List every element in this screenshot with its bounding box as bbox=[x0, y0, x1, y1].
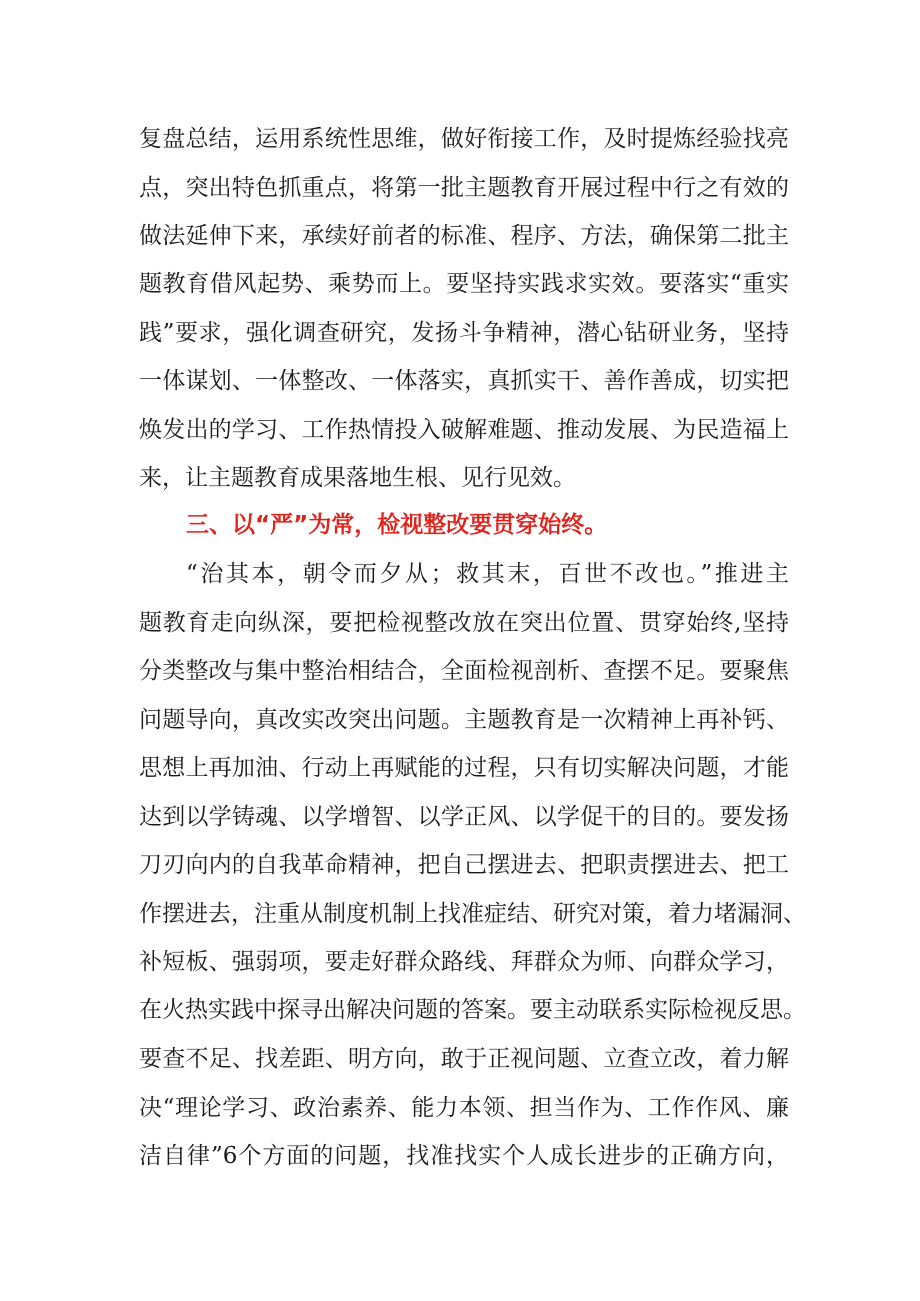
paragraph-line: 要查不足、找差距、明方向，敢于正视问题、立查立改，着力解 bbox=[139, 1046, 789, 1072]
paragraph-line: 做法延伸下来，承续好前者的标准、程序、方法，确保第二批主 bbox=[139, 223, 789, 249]
paragraph-line: 践”要求，强化调查研究，发扬斗争精神，潜心钻研业务，坚持 bbox=[139, 320, 789, 346]
paragraph-line: 达到以学铸魂、以学增智、以学正风、以学促干的目的。要发扬 bbox=[139, 804, 789, 830]
paragraph-line: “治其本，朝令而夕从；救其末，百世不改也。”推进主 bbox=[186, 561, 789, 587]
paragraph-line: 补短板、强弱项，要走好群众路线、拜群众为师、向群众学习， bbox=[139, 949, 789, 975]
paragraph-line: 一体谋划、一体整改、一体落实，真抓实干、善作善成，切实把 bbox=[139, 368, 789, 394]
paragraph-line: 思想上再加油、行动上再赋能的过程，只有切实解决问题，才能 bbox=[139, 755, 789, 781]
section-heading: 三、以“严”为常，检视整改要贯穿始终。 bbox=[186, 512, 608, 538]
paragraph-line: 来，让主题教育成果落地生根、见行见效。 bbox=[139, 465, 576, 491]
paragraph-line: 点，突出特色抓重点，将第一批主题教育开展过程中行之有效的 bbox=[139, 175, 789, 201]
paragraph-line: 分类整改与集中整治相结合，全面检视剖析、查摆不足。要聚焦 bbox=[139, 658, 789, 684]
paragraph-line: 题教育走向纵深，要把检视整改放在突出位置、贯穿始终,坚持 bbox=[139, 610, 789, 636]
paragraph-line: 洁自律”6个方面的问题，找准找实个人成长进步的正确方向， bbox=[139, 1143, 789, 1169]
paragraph-line: 在火热实践中探寻出解决问题的答案。要主动联系实际检视反思。 bbox=[139, 997, 806, 1023]
paragraph-line: 作摆进去，注重从制度机制上找准症结、研究对策，着力堵漏洞、 bbox=[139, 901, 806, 927]
paragraph-line: 焕发出的学习、工作热情投入破解难题、推动发展、为民造福上 bbox=[139, 417, 789, 443]
paragraph-line: 题教育借风起势、乘势而上。要坚持实践求实效。要落实“重实 bbox=[139, 271, 789, 297]
paragraph-line: 问题导向，真改实改突出问题。主题教育是一次精神上再补钙、 bbox=[139, 707, 789, 733]
paragraph-line: 复盘总结，运用系统性思维，做好衔接工作，及时提炼经验找亮 bbox=[139, 126, 789, 152]
paragraph-line: 决“理论学习、政治素养、能力本领、担当作为、工作作风、廉 bbox=[139, 1095, 789, 1121]
paragraph-line: 刀刃向内的自我革命精神，把自己摆进去、把职责摆进去、把工 bbox=[139, 852, 789, 878]
